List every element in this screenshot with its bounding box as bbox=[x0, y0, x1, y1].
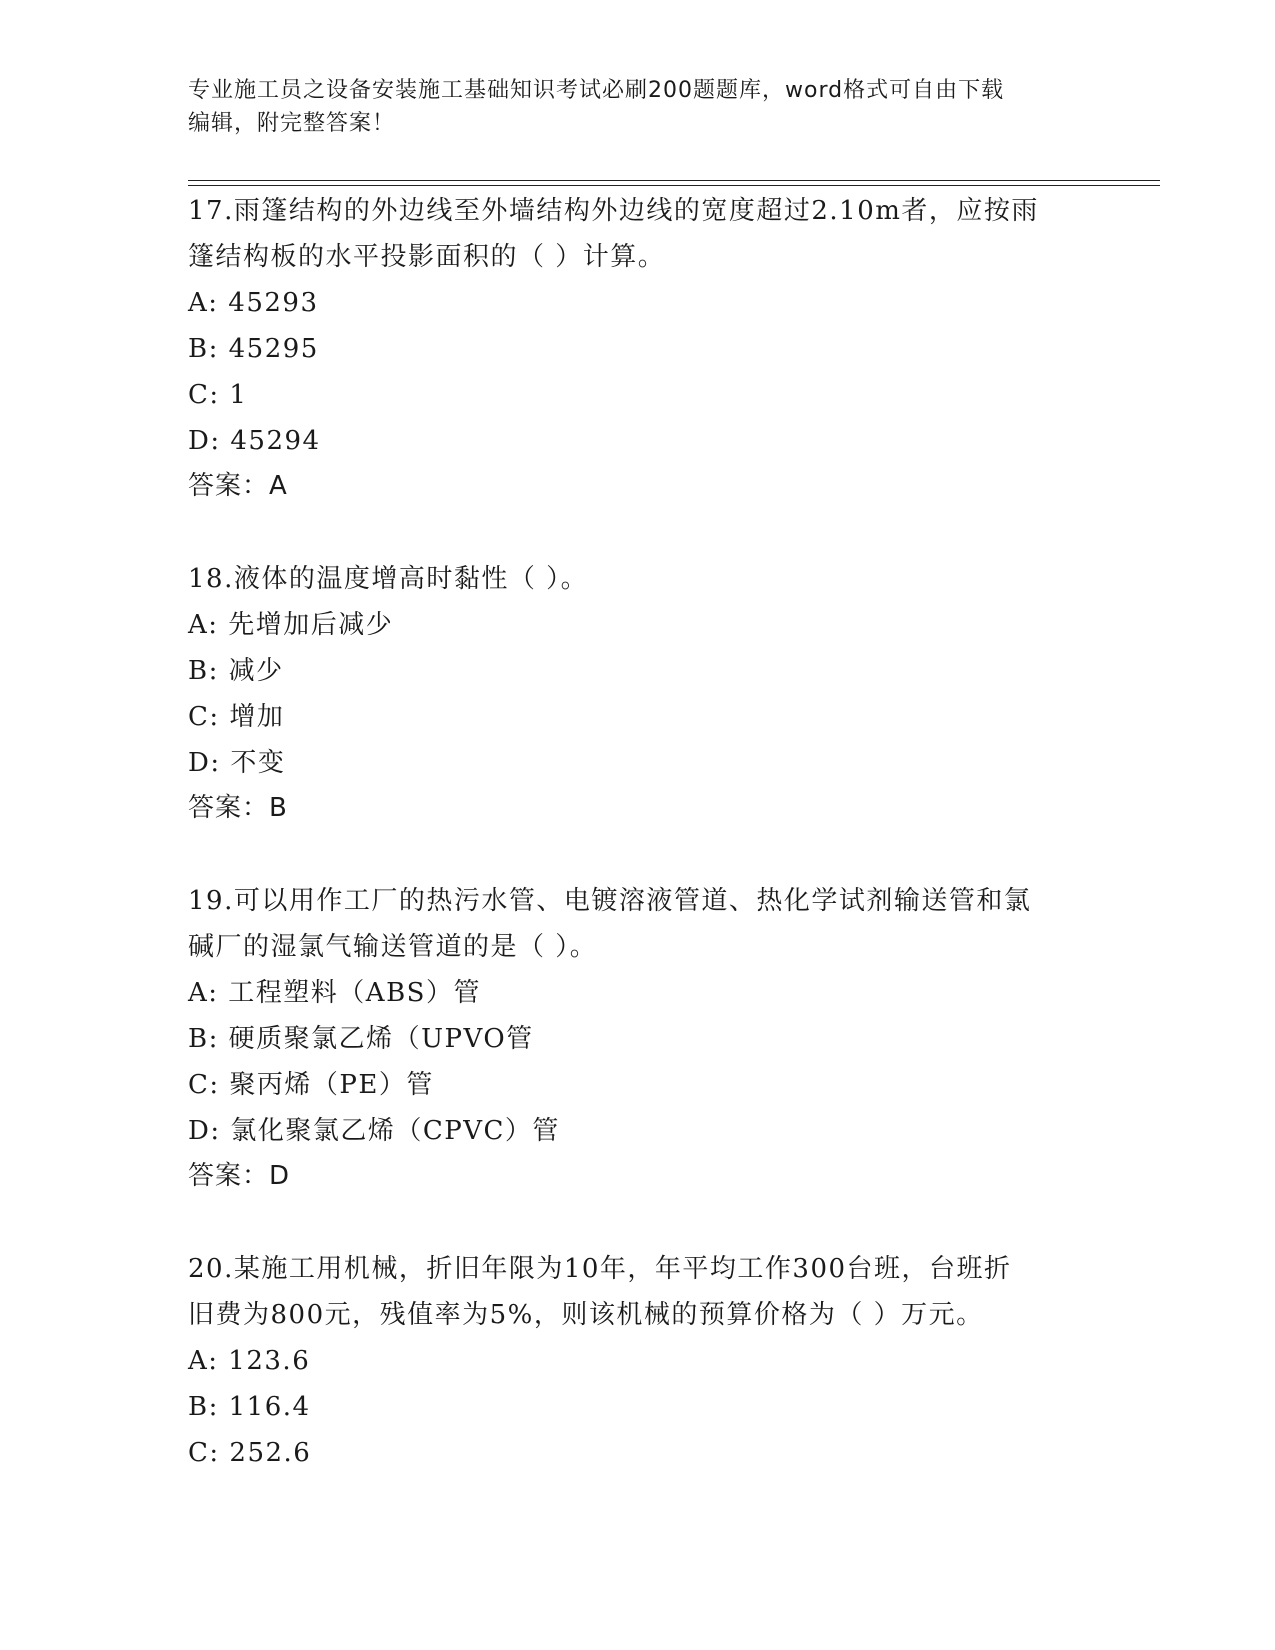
option-a: A: 工程塑料（ABS）管 bbox=[188, 978, 481, 1008]
question-text-line: 碱厂的湿氯气输送管道的是（ ）。 bbox=[188, 932, 598, 962]
option-d: D: 不变 bbox=[188, 748, 286, 778]
question-list bbox=[188, 188, 1088, 1476]
header-divider-top bbox=[188, 180, 1160, 181]
question-block bbox=[188, 188, 1088, 508]
question-text-line: 旧费为800元，残值率为5%，则该机械的预算价格为（ ）万元。 bbox=[188, 1300, 984, 1330]
question-spacer bbox=[188, 508, 1088, 556]
question-block bbox=[188, 878, 1088, 1198]
document-header bbox=[188, 74, 1068, 140]
question-text-line: 20.某施工用机械，折旧年限为10年，年平均工作300台班，台班折 bbox=[188, 1254, 1012, 1284]
header-line-2: 编辑，附完整答案！ bbox=[188, 111, 396, 136]
question-text-line: 17.雨篷结构的外边线至外墙结构外边线的宽度超过2.10m者，应按雨 bbox=[188, 196, 1039, 226]
option-c: C: 252.6 bbox=[188, 1438, 312, 1468]
header-line-1: 专业施工员之设备安装施工基础知识考试必刷200题题库，word格式可自由下载 bbox=[188, 78, 1005, 103]
option-b: B: 硬质聚氯乙烯（UPVO管 bbox=[188, 1024, 534, 1054]
question-text-line: 篷结构板的水平投影面积的（ ）计算。 bbox=[188, 242, 666, 272]
option-a: A: 123.6 bbox=[188, 1346, 311, 1376]
option-a: A: 先增加后减少 bbox=[188, 610, 394, 640]
option-d: D: 氯化聚氯乙烯（CPVC）管 bbox=[188, 1116, 560, 1146]
answer-label: 答案：D bbox=[188, 1161, 291, 1191]
answer-label: 答案：A bbox=[188, 471, 288, 501]
question-block bbox=[188, 1246, 1088, 1476]
option-a: A: 45293 bbox=[188, 288, 319, 318]
option-b: B: 116.4 bbox=[188, 1392, 311, 1422]
option-c: C: 聚丙烯（PE）管 bbox=[188, 1070, 434, 1100]
answer-label: 答案：B bbox=[188, 793, 288, 823]
option-d: D: 45294 bbox=[188, 426, 321, 456]
header-divider-bottom bbox=[188, 185, 1160, 186]
question-block bbox=[188, 556, 1088, 830]
option-b: B: 45295 bbox=[188, 334, 319, 364]
question-spacer bbox=[188, 1198, 1088, 1246]
question-spacer bbox=[188, 830, 1088, 878]
option-b: B: 减少 bbox=[188, 656, 284, 686]
question-text-line: 19.可以用作工厂的热污水管、电镀溶液管道、热化学试剂输送管和氯 bbox=[188, 886, 1032, 916]
option-c: C: 1 bbox=[188, 380, 248, 410]
option-c: C: 增加 bbox=[188, 702, 285, 732]
question-text-line: 18.液体的温度增高时黏性（ ）。 bbox=[188, 564, 589, 594]
